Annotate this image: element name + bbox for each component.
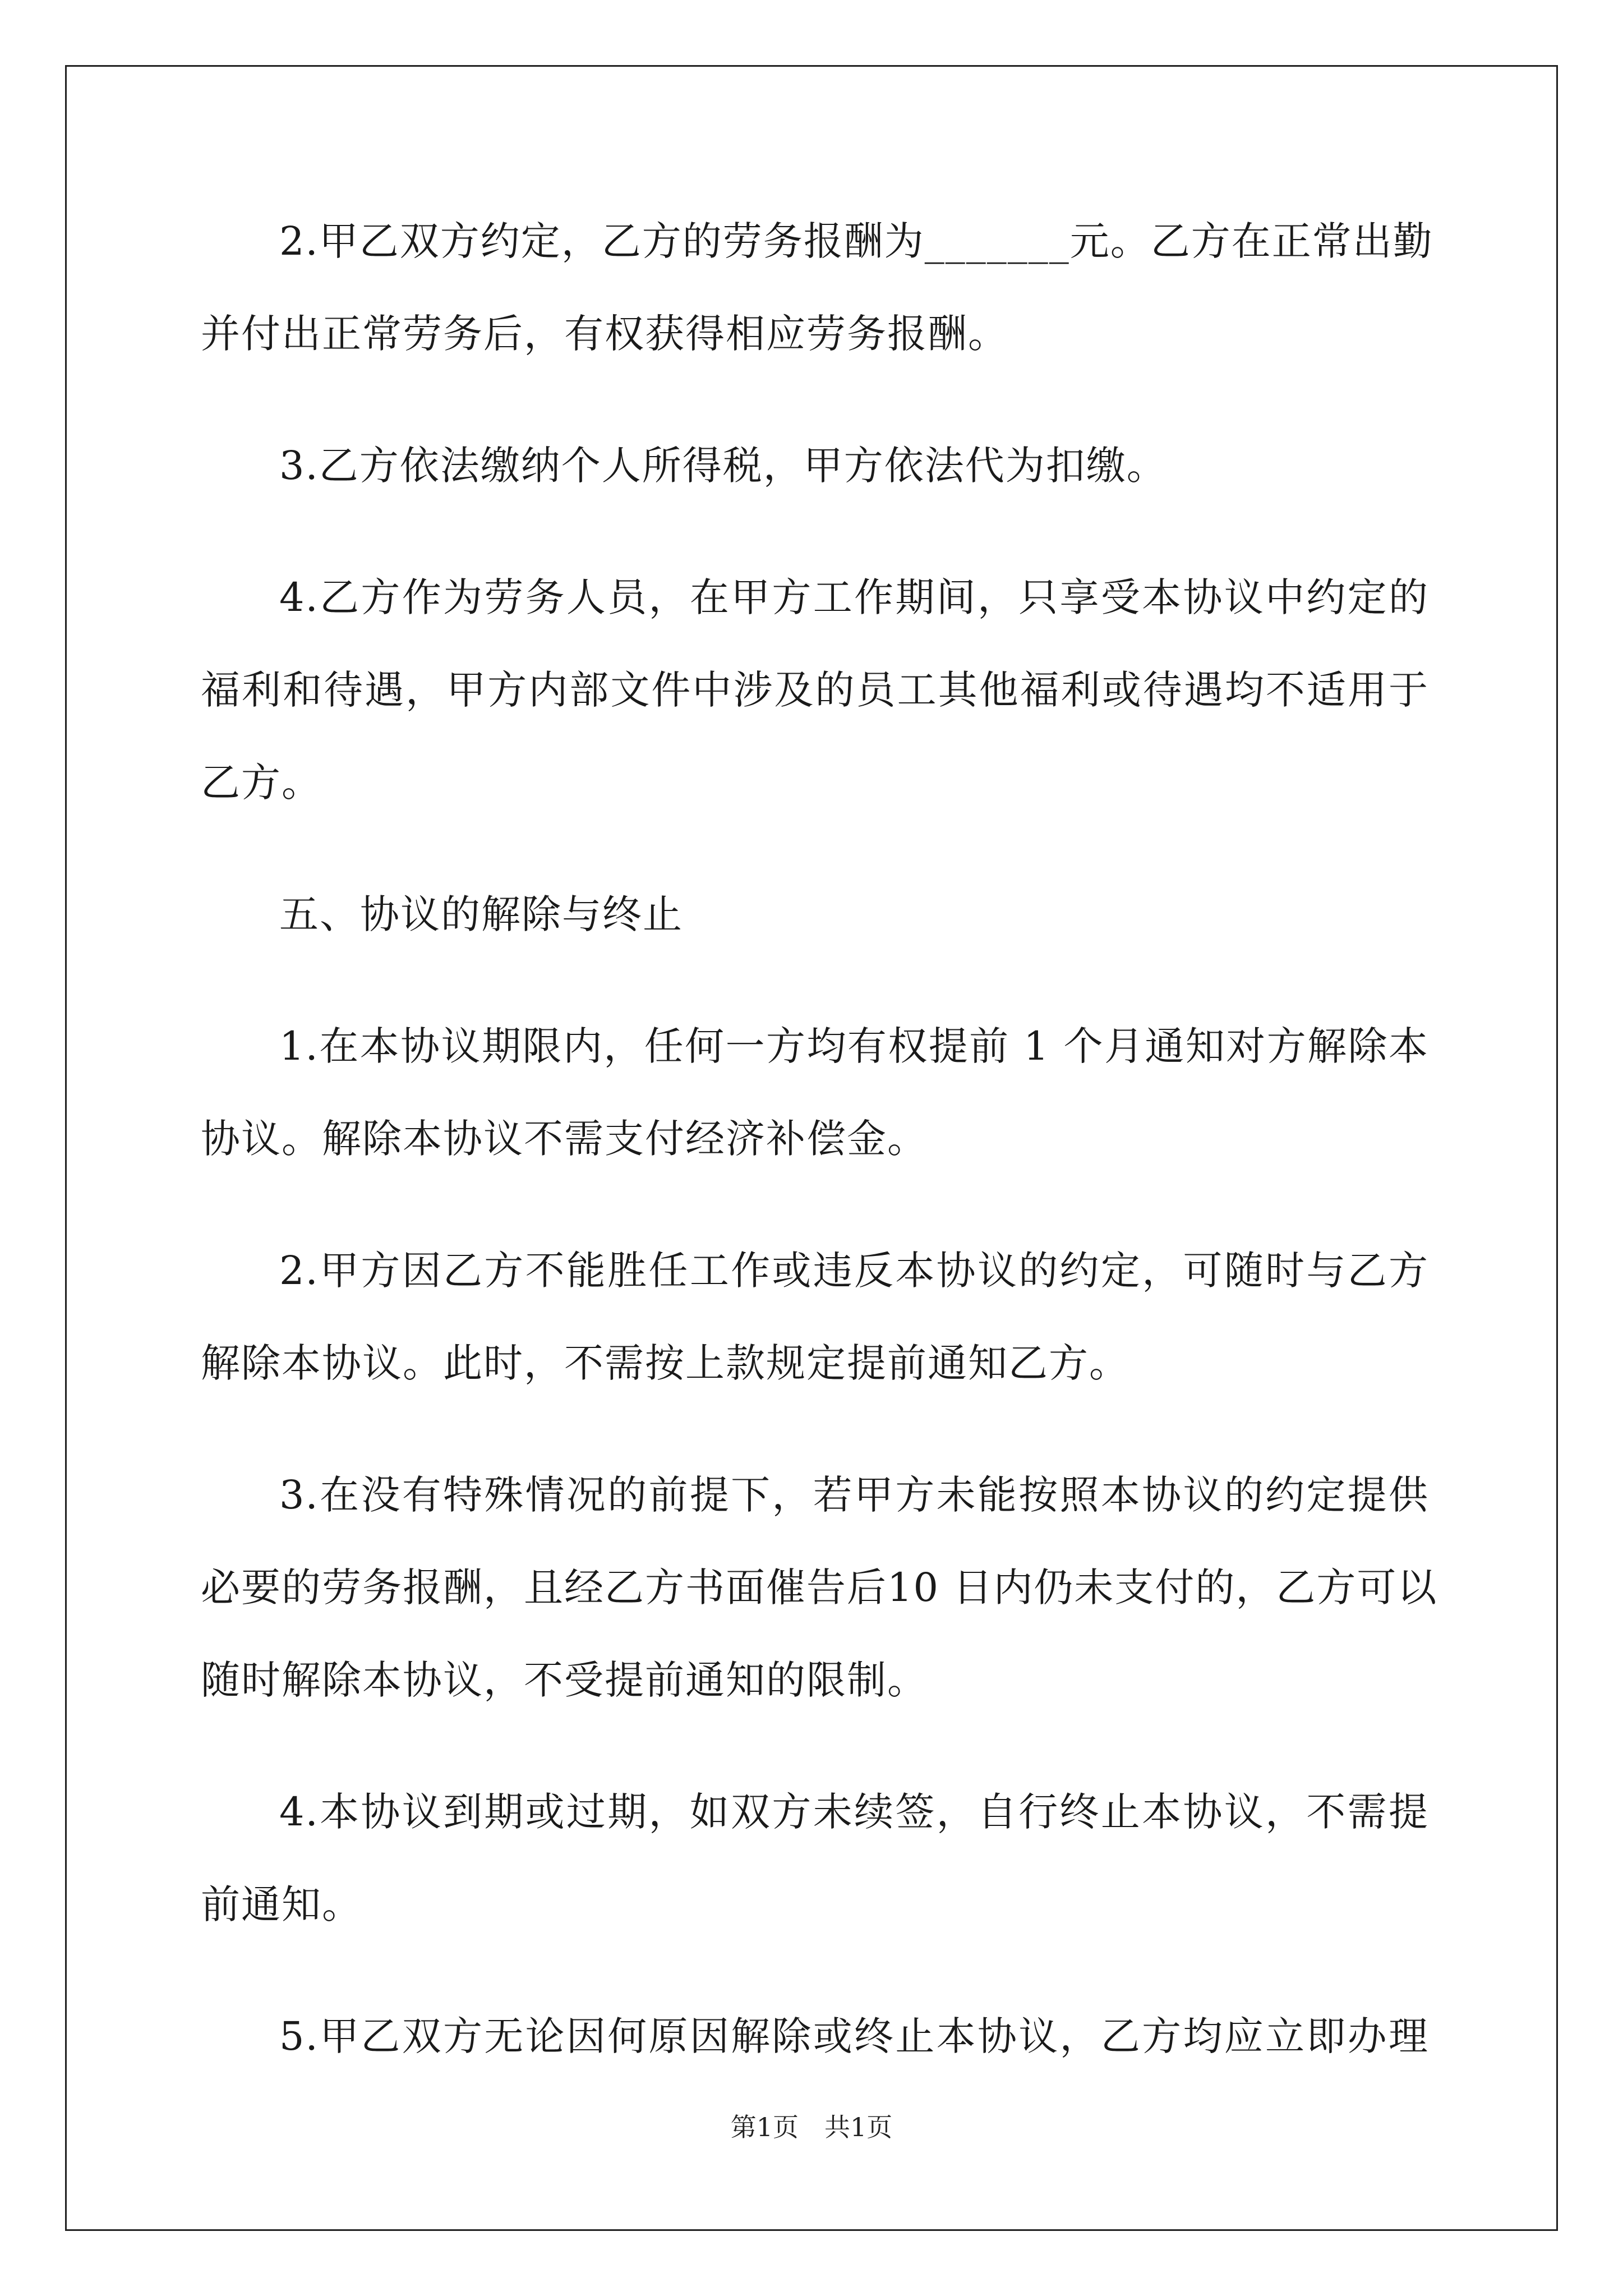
paragraph-line: 必要的劳务报酬，且经乙方书面催告后10 日内仍未支付的，乙方可以: [201, 1565, 1438, 1611]
paragraph-line: 协议。解除本协议不需支付经济补偿金。: [201, 1116, 928, 1162]
paragraph-line: 2.甲方因乙方不能胜任工作或违反本协议的约定，可随时与乙方: [279, 1248, 1429, 1294]
paragraph-line: 3.在没有特殊情况的前提下，若甲方未能按照本协议的约定提供: [279, 1472, 1429, 1518]
paragraph-line: 2.甲乙双方约定，乙方的劳务报酬为_______元。乙方在正常出勤: [279, 218, 1433, 264]
paragraph-line: 4.乙方作为劳务人员，在甲方工作期间，只享受本协议中约定的: [279, 574, 1429, 620]
paragraph-line: 乙方。: [201, 760, 322, 806]
section-heading: 五、协议的解除与终止: [279, 891, 683, 937]
paragraph-line: 5.甲乙双方无论因何原因解除或终止本协议，乙方均应立即办理: [279, 2013, 1429, 2059]
paragraph-line: 解除本协议。此时，不需按上款规定提前通知乙方。: [201, 1340, 1129, 1386]
page-footer: 第1页 共1页: [730, 2112, 893, 2142]
paragraph-line: 1.在本协议期限内，任何一方均有权提前 1 个月通知对方解除本: [279, 1023, 1429, 1069]
paragraph-line: 前通知。: [201, 1881, 362, 1927]
paragraph-line: 3.乙方依法缴纳个人所得税，甲方依法代为扣缴。: [279, 443, 1167, 489]
paragraph-line: 4.本协议到期或过期，如双方未续签，自行终止本协议，不需提: [279, 1789, 1429, 1835]
paragraph-line: 随时解除本协议，不受提前通知的限制。: [201, 1657, 928, 1703]
paragraph-line: 福利和待遇，甲方内部文件中涉及的员工其他福利或待遇均不适用于: [201, 667, 1429, 713]
paragraph-line: 并付出正常劳务后，有权获得相应劳务报酬。: [201, 311, 1008, 357]
